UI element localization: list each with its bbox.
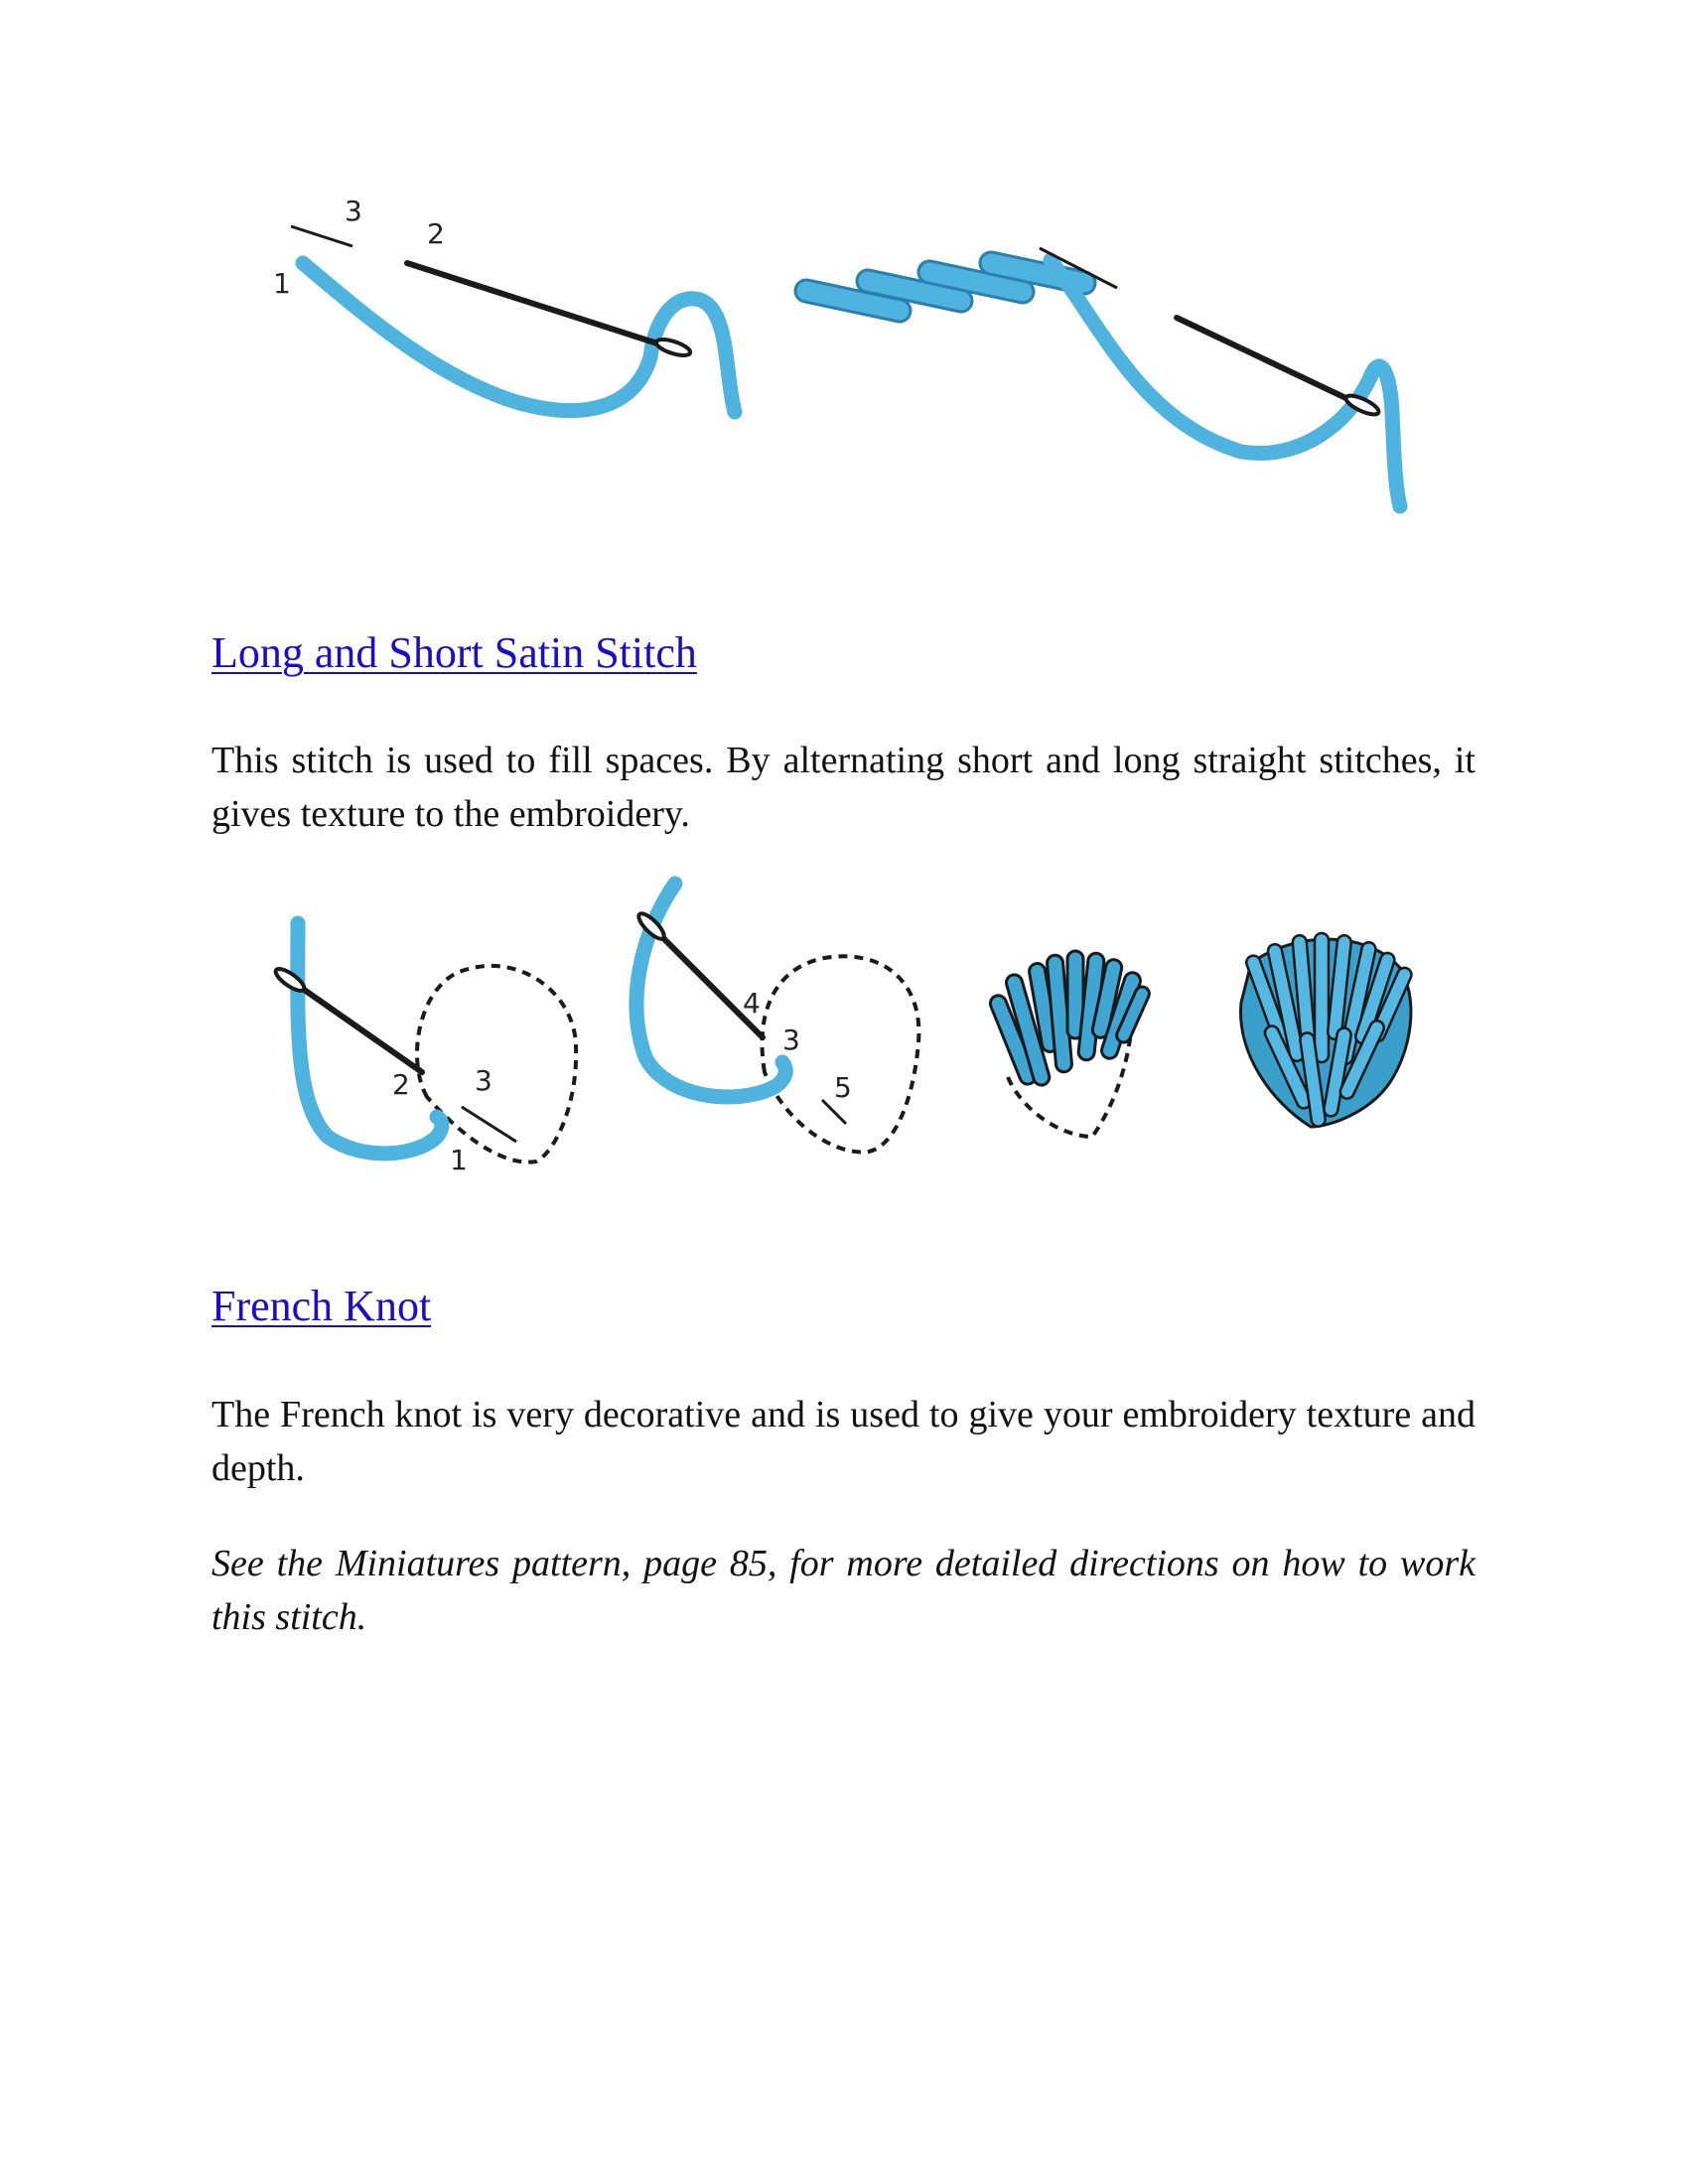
stitch-mark — [462, 1107, 516, 1142]
label-1: 1 — [450, 1144, 468, 1176]
satin-step-1 — [273, 923, 576, 1176]
label-5: 5 — [834, 1071, 852, 1104]
label-3: 3 — [475, 1064, 492, 1097]
step-a-thread-and-needle — [273, 195, 735, 412]
section-heading-french-knot[interactable]: French Knot — [211, 1282, 432, 1330]
thread — [303, 263, 735, 412]
label-4: 4 — [743, 987, 761, 1020]
section-note-french-knot: See the Miniatures pattern, page 85, for more detailed directions on how to work this stitch. — [211, 1543, 1476, 1638]
satin-step-3 — [988, 951, 1152, 1137]
label-3: 3 — [782, 1024, 800, 1056]
stitch-mark — [291, 226, 352, 246]
section-body-french-knot: The French knot is very decorative and is used to give your embroidery texture and depth. — [211, 1394, 1476, 1489]
step-b-stitch-row — [793, 248, 1400, 506]
stitch-illustration-middle — [268, 874, 1440, 1191]
label-2: 2 — [427, 217, 445, 250]
needle-icon — [407, 263, 685, 352]
label-1: 1 — [273, 267, 291, 300]
thread — [1051, 260, 1400, 506]
satin-step-2 — [635, 884, 919, 1152]
satin-step-4 — [1241, 933, 1414, 1128]
section-heading-long-short-satin-stitch[interactable]: Long and Short Satin Stitch — [211, 628, 697, 677]
label-3: 3 — [345, 195, 362, 227]
label-2: 2 — [392, 1068, 410, 1101]
stitch-illustration-top — [248, 189, 1440, 526]
section-body-long-short-satin-stitch: This stitch is used to fill spaces. By alternating short and long straight stitches, it gives texture to the embroidery. — [211, 740, 1476, 835]
